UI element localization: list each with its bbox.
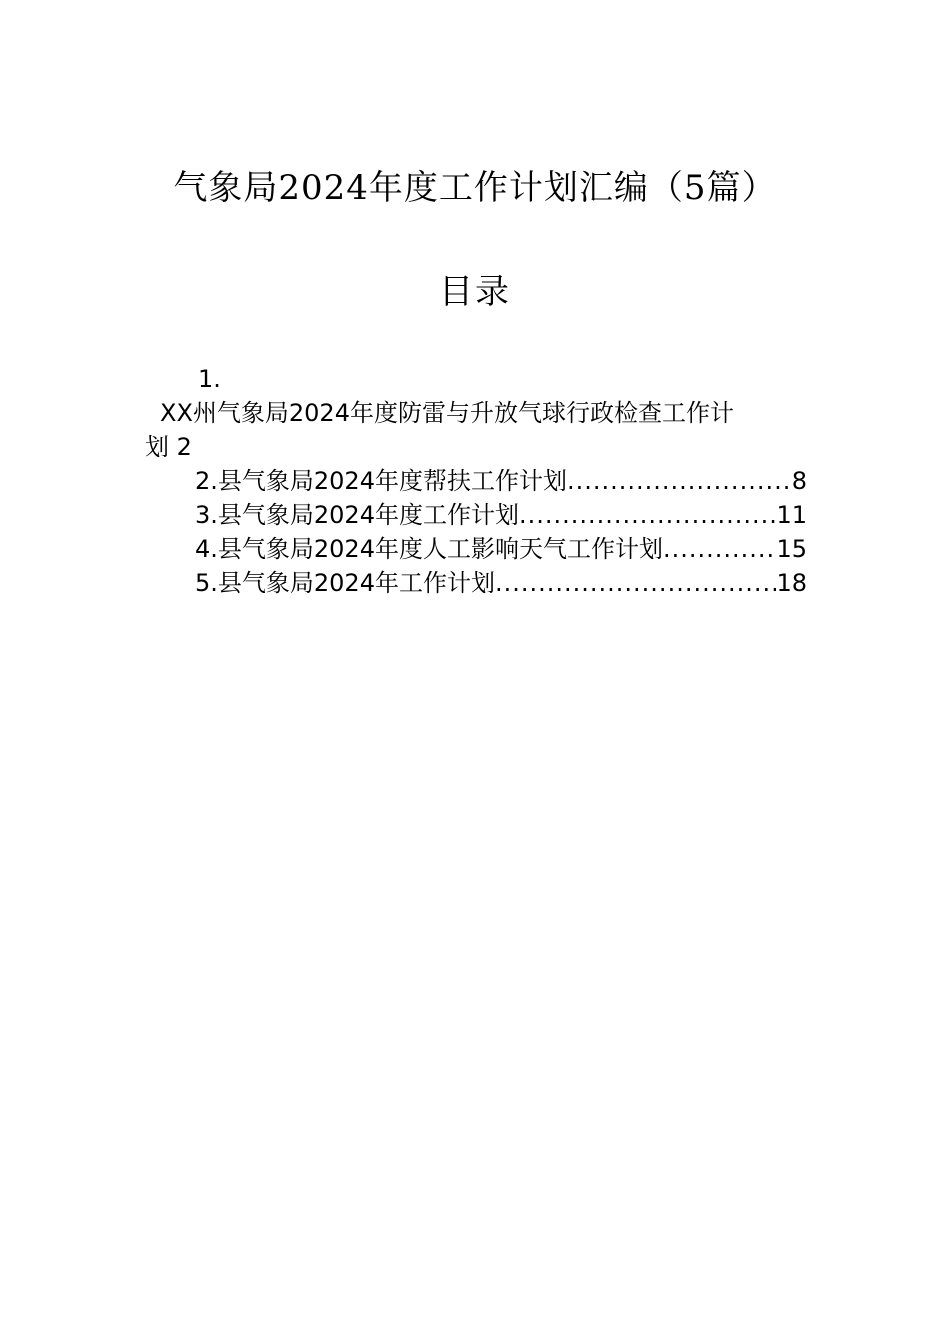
dot-leader	[519, 498, 776, 532]
dot-leader	[567, 464, 792, 498]
toc-entry-label: 2.县气象局2024年度帮扶工作计划	[195, 467, 567, 495]
toc-entry-1-title[interactable]: XX州气象局2024年度防雷与升放气球行政检查工作计	[160, 399, 734, 427]
toc-heading: 目录	[439, 272, 511, 312]
document-title: 气象局2024年度工作计划汇编（5篇）	[173, 168, 777, 208]
toc-entry-2[interactable]	[145, 464, 807, 498]
table-of-contents	[145, 362, 807, 600]
toc-entry-label: 5.县气象局2024年工作计划	[195, 569, 495, 597]
toc-entry-5[interactable]	[145, 566, 807, 600]
toc-entry-1-number[interactable]: 1.	[198, 365, 221, 393]
dot-leader	[663, 532, 776, 566]
dot-leader	[495, 566, 776, 600]
toc-entry-label: 4.县气象局2024年度人工影响天气工作计划	[195, 535, 663, 563]
toc-entry-label: 3.县气象局2024年度工作计划	[195, 501, 519, 529]
toc-entry-4[interactable]	[145, 532, 807, 566]
toc-page-number: 15	[776, 535, 807, 563]
toc-page-number: 18	[776, 569, 807, 597]
toc-entry-1-continuation[interactable]: 划 2	[145, 433, 192, 461]
toc-page-number: 11	[776, 501, 807, 529]
toc-entry-3[interactable]	[145, 498, 807, 532]
toc-page-number: 8	[791, 467, 807, 495]
